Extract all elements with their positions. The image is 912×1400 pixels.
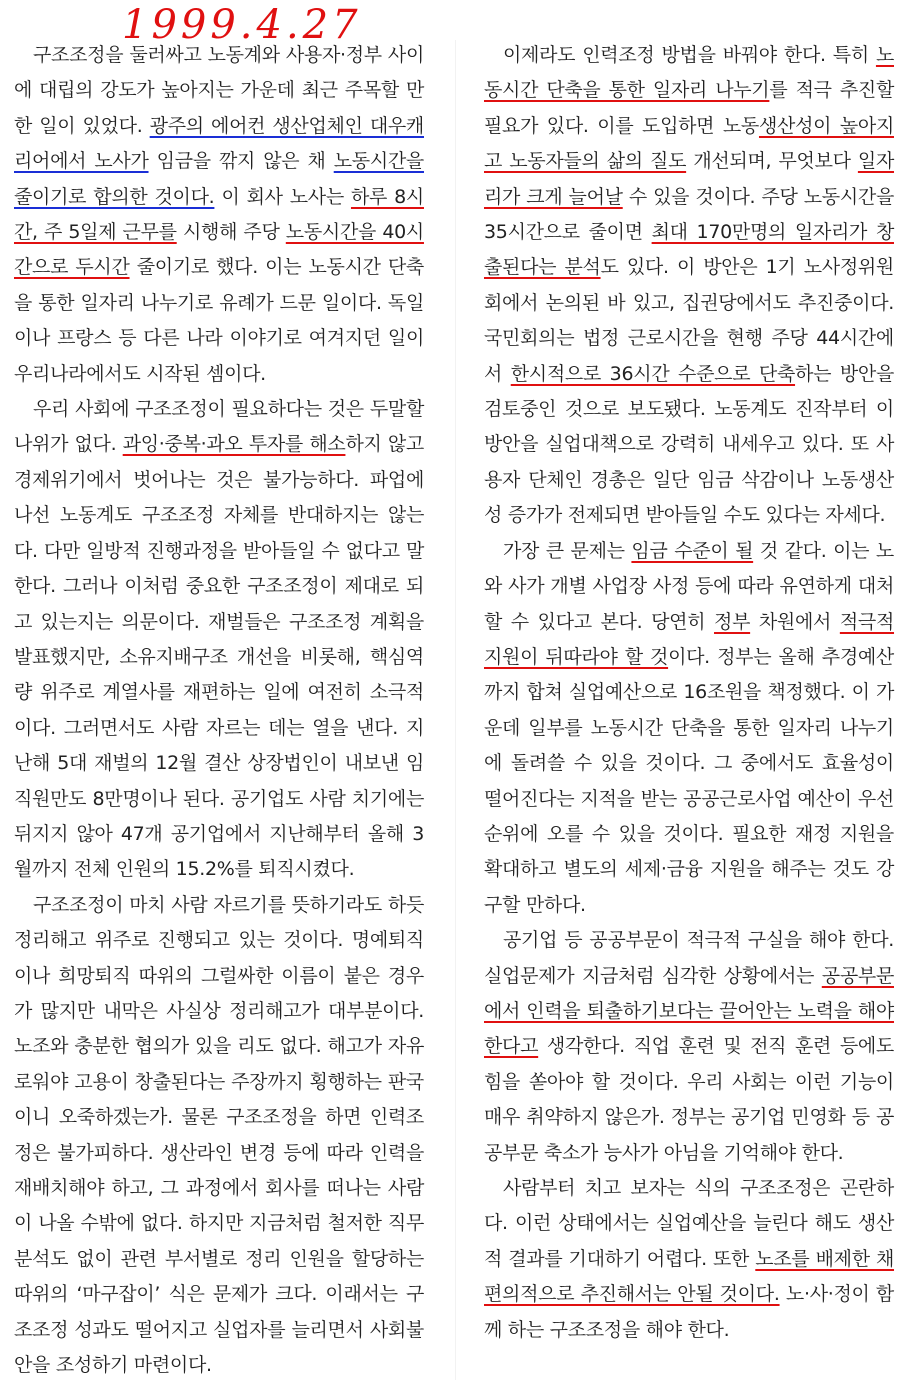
underlined-phrase: 적극적 지원이 뒤따라야 할 것: [484, 610, 895, 668]
handwritten-date: 1999.4.27: [122, 2, 362, 48]
text-run: 것 같다. 이는 노와 사가 개별 사업장 사정 등에 따라 유연하게 대처할 수 있다고 본다. 당연히: [484, 539, 894, 633]
text-run: 사람부터 치고 보자는 식의 구조조정은 곤란하다. 이런 상태에서는 실업예산을 늘린다 해도 생산적 결과를 기대하기 어렵다. 또한: [484, 1177, 894, 1270]
underlined-phrase: 한시적으로 36시간 수준으로 단축: [510, 362, 796, 385]
paragraph: [14, 392, 424, 888]
text-run: 차원에서: [750, 610, 840, 633]
right-column: [484, 38, 894, 1348]
text-run: 이 회사 노사는: [214, 185, 351, 208]
paragraph: [14, 888, 424, 1384]
underlined-phrase: 하루 8시간, 주 5일제 근무를: [14, 185, 424, 244]
text-run: 시행해 주당: [176, 221, 286, 244]
text-run: 하는 방안을 검토중인 것으로 보도됐다. 노동계도 진작부터 이 방안을 실업대책으로 강력히 내세우고 있다. 또 사용자 단체인 경총은 일단 임금 삭감이나 노동생산성 증가가 전제되면 받아들일 수도 있다는 자세다.: [484, 362, 894, 527]
text-run: 생각한다. 직업 훈련 및 전직 훈련 등에도 힘을 쏟아야 할 것이다. 우리 사회는 이런 기능이 매우 취약하지 않은가. 정부는 공기업 민영화 등 공공부문 축소가 능사가 아님을 기억해야 한다.: [484, 1035, 894, 1164]
underlined-phrase: 공공부문에서 인력을 퇴출하기보다는 끌어안는 노력을 해야 한다고: [484, 964, 894, 1058]
text-run: 를 적극 추진할 필요가 있다. 이를 도입하면 노동: [484, 79, 895, 137]
text-run: 공기업 등 공공부문이 적극적 구실을 해야 한다. 실업문제가 지금처럼 심각한 상황에서는: [484, 929, 894, 987]
text-run: 구조조정이 마치 사람 자르기를 뜻하기라도 하듯 정리해고 위주로 진행되고 있는 것이다. 명예퇴직이나 희망퇴직 따위의 그럴싸한 이름이 붙은 경우가 많지만 내막은 사실상 정리해고가 대부분이다. 노조와 충분한 협의가 있을 리도 없다. 해고가 자유로워야 고용이 창출된다는 주장까지 횡행하는 판국이니 오죽하겠는가. 물론 구조조정을 하면 인력조정은 불가피하다. 생산라인 변경 등에 따라 인력을 재배치해야 하고, 그 과정에서 회사를 떠나는 사람이 나올 수밖에 없다. 하지만 지금처럼 철저한 직무분석도 없이 관련 부서별로 정리 인원을 할당하는 따위의 ‘마구잡이’ 식은 문제가 크다. 이래서는 구조조정 성과도 떨어지고 실업자를 늘리면서 사회불안을 조성하기 마련이다.: [14, 893, 424, 1377]
underlined-phrase: 정부: [714, 610, 751, 633]
left-column: [14, 38, 424, 1383]
text-run: 개선되며, 무엇보다: [686, 150, 858, 173]
text-run: 노·사·정이 함께 하는 구조조정을 해야 한다.: [484, 1283, 894, 1341]
text-run: 이다. 정부는 올해 추경예산까지 합쳐 실업예산으로 16조원을 책정했다. 이 가운데 일부를 노동시간 단축을 통한 일자리 나누기에 돌려쓸 수 있을 것이다. 그 중에서도 효율성이 떨어진다는 지적을 받는 공공근로사업 예산이 우선 순위에 오를 수 있을 것이다. 필요한 재정 지원을 확대하고 별도의 세제·금융 지원을 해주는 것도 강구할 만하다.: [484, 645, 894, 916]
underlined-phrase: 생산성이 높아지고 노동자들의 삶의 질도: [484, 114, 894, 173]
text-run: 임금을 깎지 않은 채: [148, 150, 334, 173]
underlined-phrase: 임금 수준이 될: [631, 539, 754, 562]
text-run: 도 있다. 이 방안은 1기 노사정위원회에서 논의된 바 있고, 집권당에서도 추진중이다. 국민회의는 법정 근로시간을 현행 주당 44시간에서: [484, 256, 894, 385]
text-run: 가장 큰 문제는: [503, 539, 632, 562]
underlined-phrase: 노조를 배제한 채 편의적으로 추진해서는 안될 것이다.: [484, 1247, 895, 1306]
text-run: 우리 사회에 구조조정이 필요하다는 것은 두말할 나위가 없다.: [14, 398, 424, 456]
paragraph: [484, 923, 894, 1171]
column-divider: [455, 40, 456, 1380]
paragraph: [14, 38, 424, 392]
text-run: 이제라도 인력조정 방법을 바꿔야 한다. 특히: [503, 44, 876, 66]
text-run: 줄이기로 했다. 이는 노동시간 단축을 통한 일자리 나누기로 유례가 드문 일이다. 독일이나 프랑스 등 다른 나라 이야기로 여겨지던 일이 우리나라에서도 시작된 셈이다.: [14, 256, 424, 385]
underlined-phrase: 광주의 에어컨 생산업체인 대우캐리어에서 노사가: [14, 114, 424, 173]
paragraph: [484, 38, 894, 534]
paragraph: [484, 534, 894, 923]
underlined-phrase: 노동시간을 줄이기로 합의한 것이다.: [14, 150, 424, 208]
text-run: 하지 않고 경제위기에서 벗어나는 것은 불가능하다. 파업에 나선 노동계도 구조조정 자체를 반대하지는 않는다. 다만 일방적 진행과정을 받아들일 수 없다고 말한다. 그러나 이처럼 중요한 구조조정이 제대로 되고 있는지는 의문이다. 재벌들은 구조조정 계획을 발표했지만, 소유지배구조 개선을 비롯해, 핵심역량 위주로 계열사를 재편하는 일에 여전히 소극적이다. 그러면서도 사람 자르는 데는 열을 낸다. 지난해 5대 재벌의 12월 결산 상장법인이 내보낸 임직원만도 8만명이나 된다. 공기업도 사람 치기에는 뒤지지 않아 47개 공기업에서 지난해부터 올해 3월까지 전체 인원의 15.2%를 퇴직시켰다.: [14, 433, 424, 881]
text-run: 구조조정을 둘러싸고 노동계와 사용자·정부 사이에 대립의 강도가 높아지는 가운데 최근 주목할 만한 일이 있었다.: [14, 44, 424, 137]
underlined-phrase: 최대 170만명의 일자리가 창출된다는 분석: [484, 221, 894, 279]
underlined-phrase: 과잉·중복·과오 투자를 해소: [122, 433, 346, 456]
paragraph: [484, 1171, 894, 1348]
underlined-phrase: 노동시간을 40시간으로 두시간: [14, 221, 424, 279]
underlined-phrase: 노동시간 단축을 통한 일자리 나누기: [484, 44, 894, 102]
underlined-phrase: 일자리가 크게 늘어날: [484, 150, 894, 208]
text-run: 수 있을 것이다. 주당 노동시간을 35시간으로 줄이면: [484, 185, 895, 244]
